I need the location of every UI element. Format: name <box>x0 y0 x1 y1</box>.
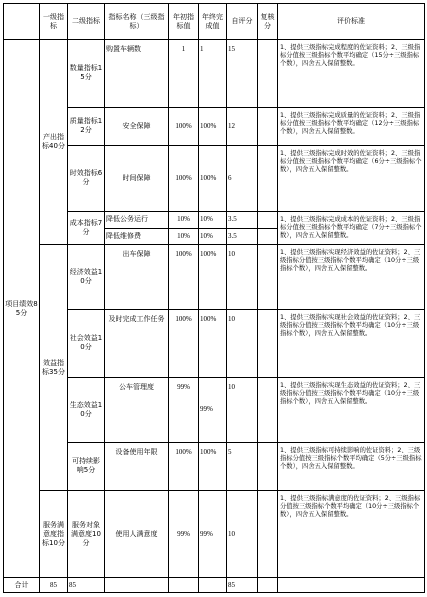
criteria-text: 1、提供三级指标实现经济效益的佐证资料；2、三级指标分值按三级指标个数平均确定（10分÷三级指标个数），四舍五入保留整数。 <box>278 245 425 310</box>
table-row <box>4 377 425 442</box>
self-score: 3.5 <box>227 228 258 245</box>
initial-value: 99% <box>169 491 199 578</box>
total-blank <box>278 578 425 593</box>
criteria-text: 1、提供三级指标完成时效的佐证资料；2、三级指标分值按三级指标个数平均确定（6分÷三级指标个数），四舍五入保留整数。 <box>278 145 425 211</box>
review-score <box>258 107 278 145</box>
indicator-name: 降低维修费 <box>105 228 169 245</box>
total-level2: 85 <box>68 578 105 593</box>
criteria-text: 1、提供三级指标实现社会效益的佐证资料；2、三级指标分值按三级指标个数平均确定（10分÷三级指标个数），四舍五入保留整数。 <box>278 310 425 378</box>
header-self-score: 自评分 <box>227 4 258 40</box>
level1-output: 产出指标40分 <box>40 40 68 245</box>
level2-cell: 生态效益10分 <box>68 377 105 442</box>
self-score: 12 <box>227 107 258 145</box>
level2-cell: 时效指标6分 <box>68 145 105 211</box>
table-row <box>4 40 425 108</box>
initial-value: 10% <box>169 211 199 228</box>
initial-value: 100% <box>169 310 199 378</box>
table-row <box>4 145 425 211</box>
final-value: 100% <box>199 245 227 310</box>
review-score <box>258 377 278 442</box>
total-blank <box>169 578 199 593</box>
table-row <box>4 491 425 578</box>
initial-value: 100% <box>169 145 199 211</box>
initial-value: 100% <box>169 245 199 310</box>
self-score: 10 <box>227 245 258 310</box>
self-score: 10 <box>227 310 258 378</box>
table-row <box>4 245 425 310</box>
review-score <box>258 211 278 228</box>
level2-cell: 经济效益10分 <box>68 245 105 310</box>
total-blank <box>258 578 278 593</box>
table-row <box>4 107 425 145</box>
final-value: 100% <box>199 310 227 378</box>
review-score <box>258 245 278 310</box>
indicator-name: 时间保障 <box>105 145 169 211</box>
total-row <box>4 578 425 593</box>
criteria-text: 1、提供三级指标可持续影响的佐证资料；2、三级指标分值按三级指标个数平均确定（5分÷三级指标个数），四舍五入保留整数。 <box>278 442 425 491</box>
initial-value: 100% <box>169 442 199 491</box>
header-final-value: 年终完成值 <box>199 4 227 40</box>
criteria-text: 1、提供三级指标满意度的佐证资料；2、三级指标分值按三级指标个数平均确定（10分÷三级指标个数），四舍五入保留整数。 <box>278 491 425 578</box>
indicator-name: 设备使用年限 <box>105 442 169 491</box>
level2-cell: 数量指标15分 <box>68 40 105 108</box>
final-value: 10% <box>199 228 227 245</box>
level2-cell: 社会效益10分 <box>68 310 105 378</box>
self-score: 3.5 <box>227 211 258 228</box>
final-value: 10% <box>199 211 227 228</box>
level2-cell: 成本指标7分 <box>68 211 105 245</box>
initial-value: 100% <box>169 107 199 145</box>
initial-value: 1 <box>169 40 199 108</box>
initial-value: 99% <box>169 377 199 442</box>
header-blank <box>4 4 40 40</box>
self-score: 10 <box>227 377 258 442</box>
criteria-text: 1、提供三级指标完成程度的佐证资料；2、三级指标分值按三级指标个数平均确定（15分÷三级指标个数），四舍五入保留整数。 <box>278 40 425 108</box>
total-label: 合计 <box>4 578 40 593</box>
header-level2: 二级指标 <box>68 4 105 40</box>
level1-satisfaction: 服务满意度指标10分 <box>40 491 68 578</box>
criteria-text: 1、提供三级指标完成质量的佐证资料；2、三级指标分值按三级指标个数平均确定（12分÷三级指标个数），四舍五入保留整数。 <box>278 107 425 145</box>
indicator-name: 购置车辆数 <box>105 40 169 108</box>
table-row <box>4 442 425 491</box>
level2-cell: 可持续影响5分 <box>68 442 105 491</box>
total-self-score: 85 <box>227 578 258 593</box>
review-score <box>258 491 278 578</box>
final-value: 99% <box>199 491 227 578</box>
final-value: 99% <box>199 377 227 442</box>
header-row <box>4 4 425 40</box>
header-indicator-name: 指标名称（三级指标） <box>105 4 169 40</box>
total-blank <box>199 578 227 593</box>
table-row <box>4 310 425 378</box>
final-value: 100% <box>199 107 227 145</box>
level2-cell: 质量指标12分 <box>68 107 105 145</box>
level2-cell: 服务对象满意度10分 <box>68 491 105 578</box>
indicator-name: 公车管理度 <box>105 377 169 442</box>
review-score <box>258 310 278 378</box>
header-initial-value: 年初指标值 <box>169 4 199 40</box>
self-score: 15 <box>227 40 258 108</box>
indicator-name: 出车保障 <box>105 245 169 310</box>
self-score: 10 <box>227 491 258 578</box>
indicator-name: 安全保障 <box>105 107 169 145</box>
review-score <box>258 228 278 245</box>
review-score <box>258 40 278 108</box>
review-score <box>258 442 278 491</box>
level1-benefit: 效益指标35分 <box>40 245 68 491</box>
header-criteria: 评价标准 <box>278 4 425 40</box>
initial-value: 10% <box>169 228 199 245</box>
level0-project: 项目绩效85分 <box>4 40 40 578</box>
review-score <box>258 145 278 211</box>
table-row <box>4 211 425 228</box>
final-value: 100% <box>199 442 227 491</box>
header-review-score: 复核分 <box>258 4 278 40</box>
self-score: 6 <box>227 145 258 211</box>
header-level1: 一级指标 <box>40 4 68 40</box>
indicator-name: 降低公务运行 <box>105 211 169 228</box>
criteria-text: 1、提供三级指标实现生态效益的佐证资料；2、三级指标分值按三级指标个数平均确定（10分÷三级指标个数），四舍五入保留整数。 <box>278 377 425 442</box>
total-blank <box>105 578 169 593</box>
indicator-name: 及时完成工作任务 <box>105 310 169 378</box>
self-score: 5 <box>227 442 258 491</box>
performance-evaluation-table <box>3 3 425 593</box>
criteria-text: 1、提供三级指标完成成本的佐证资料；2、三级指标分值按三级指标个数平均确定（7分÷三级指标个数），四舍五入保留整数。 <box>278 211 425 245</box>
indicator-name: 使用人满意度 <box>105 491 169 578</box>
final-value: 100% <box>199 145 227 211</box>
final-value: 1 <box>199 40 227 108</box>
total-level1: 85 <box>40 578 68 593</box>
